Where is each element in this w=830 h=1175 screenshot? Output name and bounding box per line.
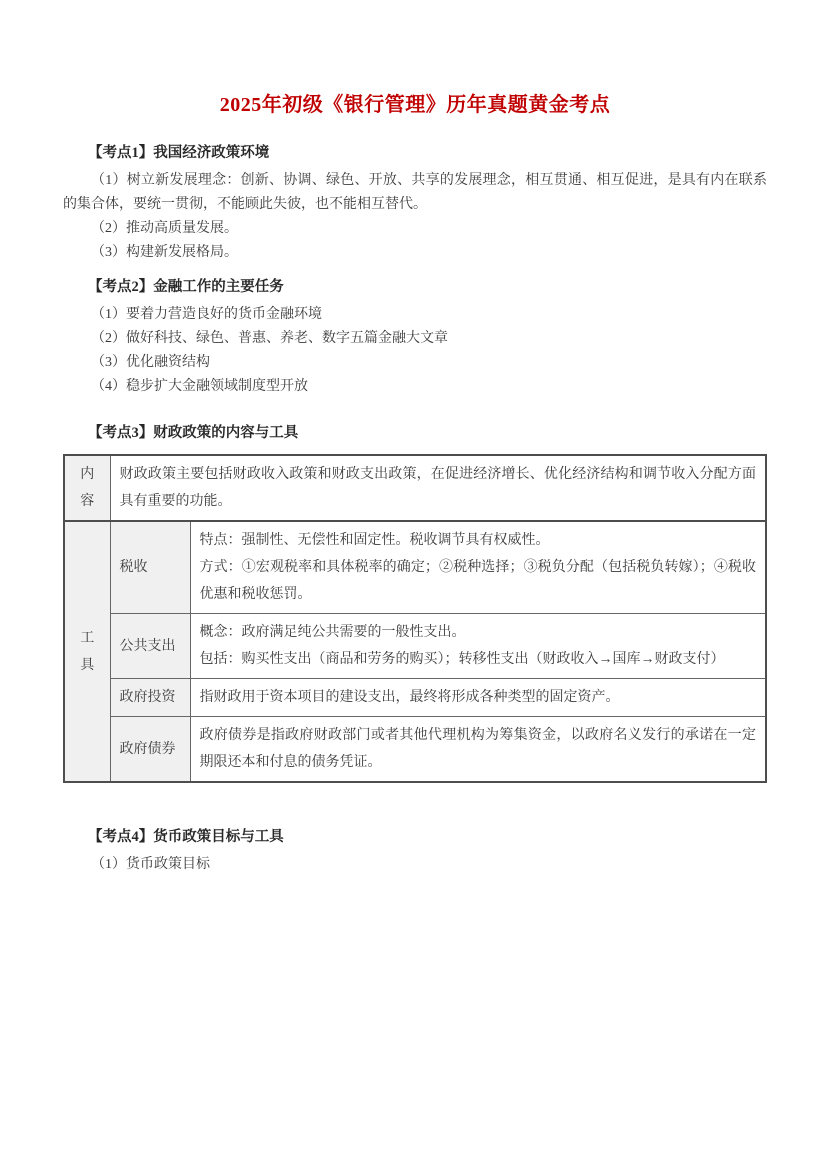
section-2-body bbox=[63, 303, 767, 399]
cell-line: 指财政用于资本项目的建设支出，最终将形成各种类型的固定资产。 bbox=[199, 690, 620, 705]
paragraph: （4）稳步扩大金融领域制度型开放 bbox=[91, 379, 308, 394]
table-row-content bbox=[64, 455, 766, 521]
tool-detail-public-expenditure bbox=[190, 614, 766, 679]
section-1-body bbox=[63, 169, 767, 265]
row-label-content: 内容 bbox=[64, 455, 110, 521]
tool-name-government-investment: 政府投资 bbox=[110, 679, 190, 717]
section-4-body bbox=[63, 853, 767, 877]
paragraph: （2）推动高质量发展。 bbox=[91, 221, 238, 236]
cell-line: 特点：强制性、无偿性和固定性。税收调节具有权威性。 bbox=[199, 533, 550, 548]
tool-name-tax: 税收 bbox=[110, 521, 190, 614]
tool-name-government-bonds: 政府债券 bbox=[110, 717, 190, 783]
cell-line: 方式：①宏观税率和具体税率的确定；②税种选择；③税负分配（包括税负转嫁）；④税收优惠和税收惩罚。 bbox=[199, 560, 756, 602]
section-3-heading: 【考点3】财政政策的内容与工具 bbox=[88, 425, 299, 441]
section-keypoint-2 bbox=[63, 275, 767, 399]
cell-line: 政府债券是指政府财政部门或者其他代理机构为筹集资金，以政府名义发行的承诺在一定期限还本和付息的债务凭证。 bbox=[199, 728, 756, 770]
paragraph: （2）做好科技、绿色、普惠、养老、数字五篇金融大文章 bbox=[91, 331, 448, 346]
section-keypoint-1 bbox=[63, 141, 767, 265]
section-2-heading: 【考点2】金融工作的主要任务 bbox=[88, 279, 284, 295]
tool-name-public-expenditure: 公共支出 bbox=[110, 614, 190, 679]
paragraph: （1）树立新发展理念：创新、协调、绿色、开放、共享的发展理念，相互贯通、相互促进，是具有内在联系的集合体，要统一贯彻，不能顾此失彼，也不能相互替代。 bbox=[63, 173, 767, 212]
tool-detail-government-bonds bbox=[190, 717, 766, 783]
table-row-government-bonds bbox=[64, 717, 766, 783]
tool-detail-tax bbox=[190, 521, 766, 614]
cell-line: 概念：政府满足纯公共需要的一般性支出。 bbox=[199, 625, 466, 640]
content-description-cell: 财政政策主要包括财政收入政策和财政支出政策，在促进经济增长、优化经济结构和调节收入分配方面具有重要的功能。 bbox=[110, 455, 766, 521]
fiscal-policy-table bbox=[63, 454, 767, 783]
paragraph: （1）要着力营造良好的货币金融环境 bbox=[91, 307, 322, 322]
tool-detail-government-investment bbox=[190, 679, 766, 717]
cell-line: 包括：购买性支出（商品和劳务的购买）；转移性支出（财政收入→国库→财政支付） bbox=[199, 652, 725, 667]
section-keypoint-3 bbox=[63, 421, 767, 783]
table-row-government-investment bbox=[64, 679, 766, 717]
table-row-public-expenditure bbox=[64, 614, 766, 679]
paragraph: （3）构建新发展格局。 bbox=[91, 245, 238, 260]
section-keypoint-4 bbox=[63, 825, 767, 877]
section-4-heading: 【考点4】货币政策目标与工具 bbox=[88, 829, 284, 845]
row-label-tools: 工具 bbox=[64, 521, 110, 782]
section-1-heading: 【考点1】我国经济政策环境 bbox=[88, 145, 270, 161]
paragraph: （1）货币政策目标 bbox=[91, 857, 210, 872]
paragraph: （3）优化融资结构 bbox=[91, 355, 210, 370]
document-title: 2025年初级《银行管理》历年真题黄金考点 bbox=[219, 94, 611, 116]
table-row-tax bbox=[64, 521, 766, 614]
